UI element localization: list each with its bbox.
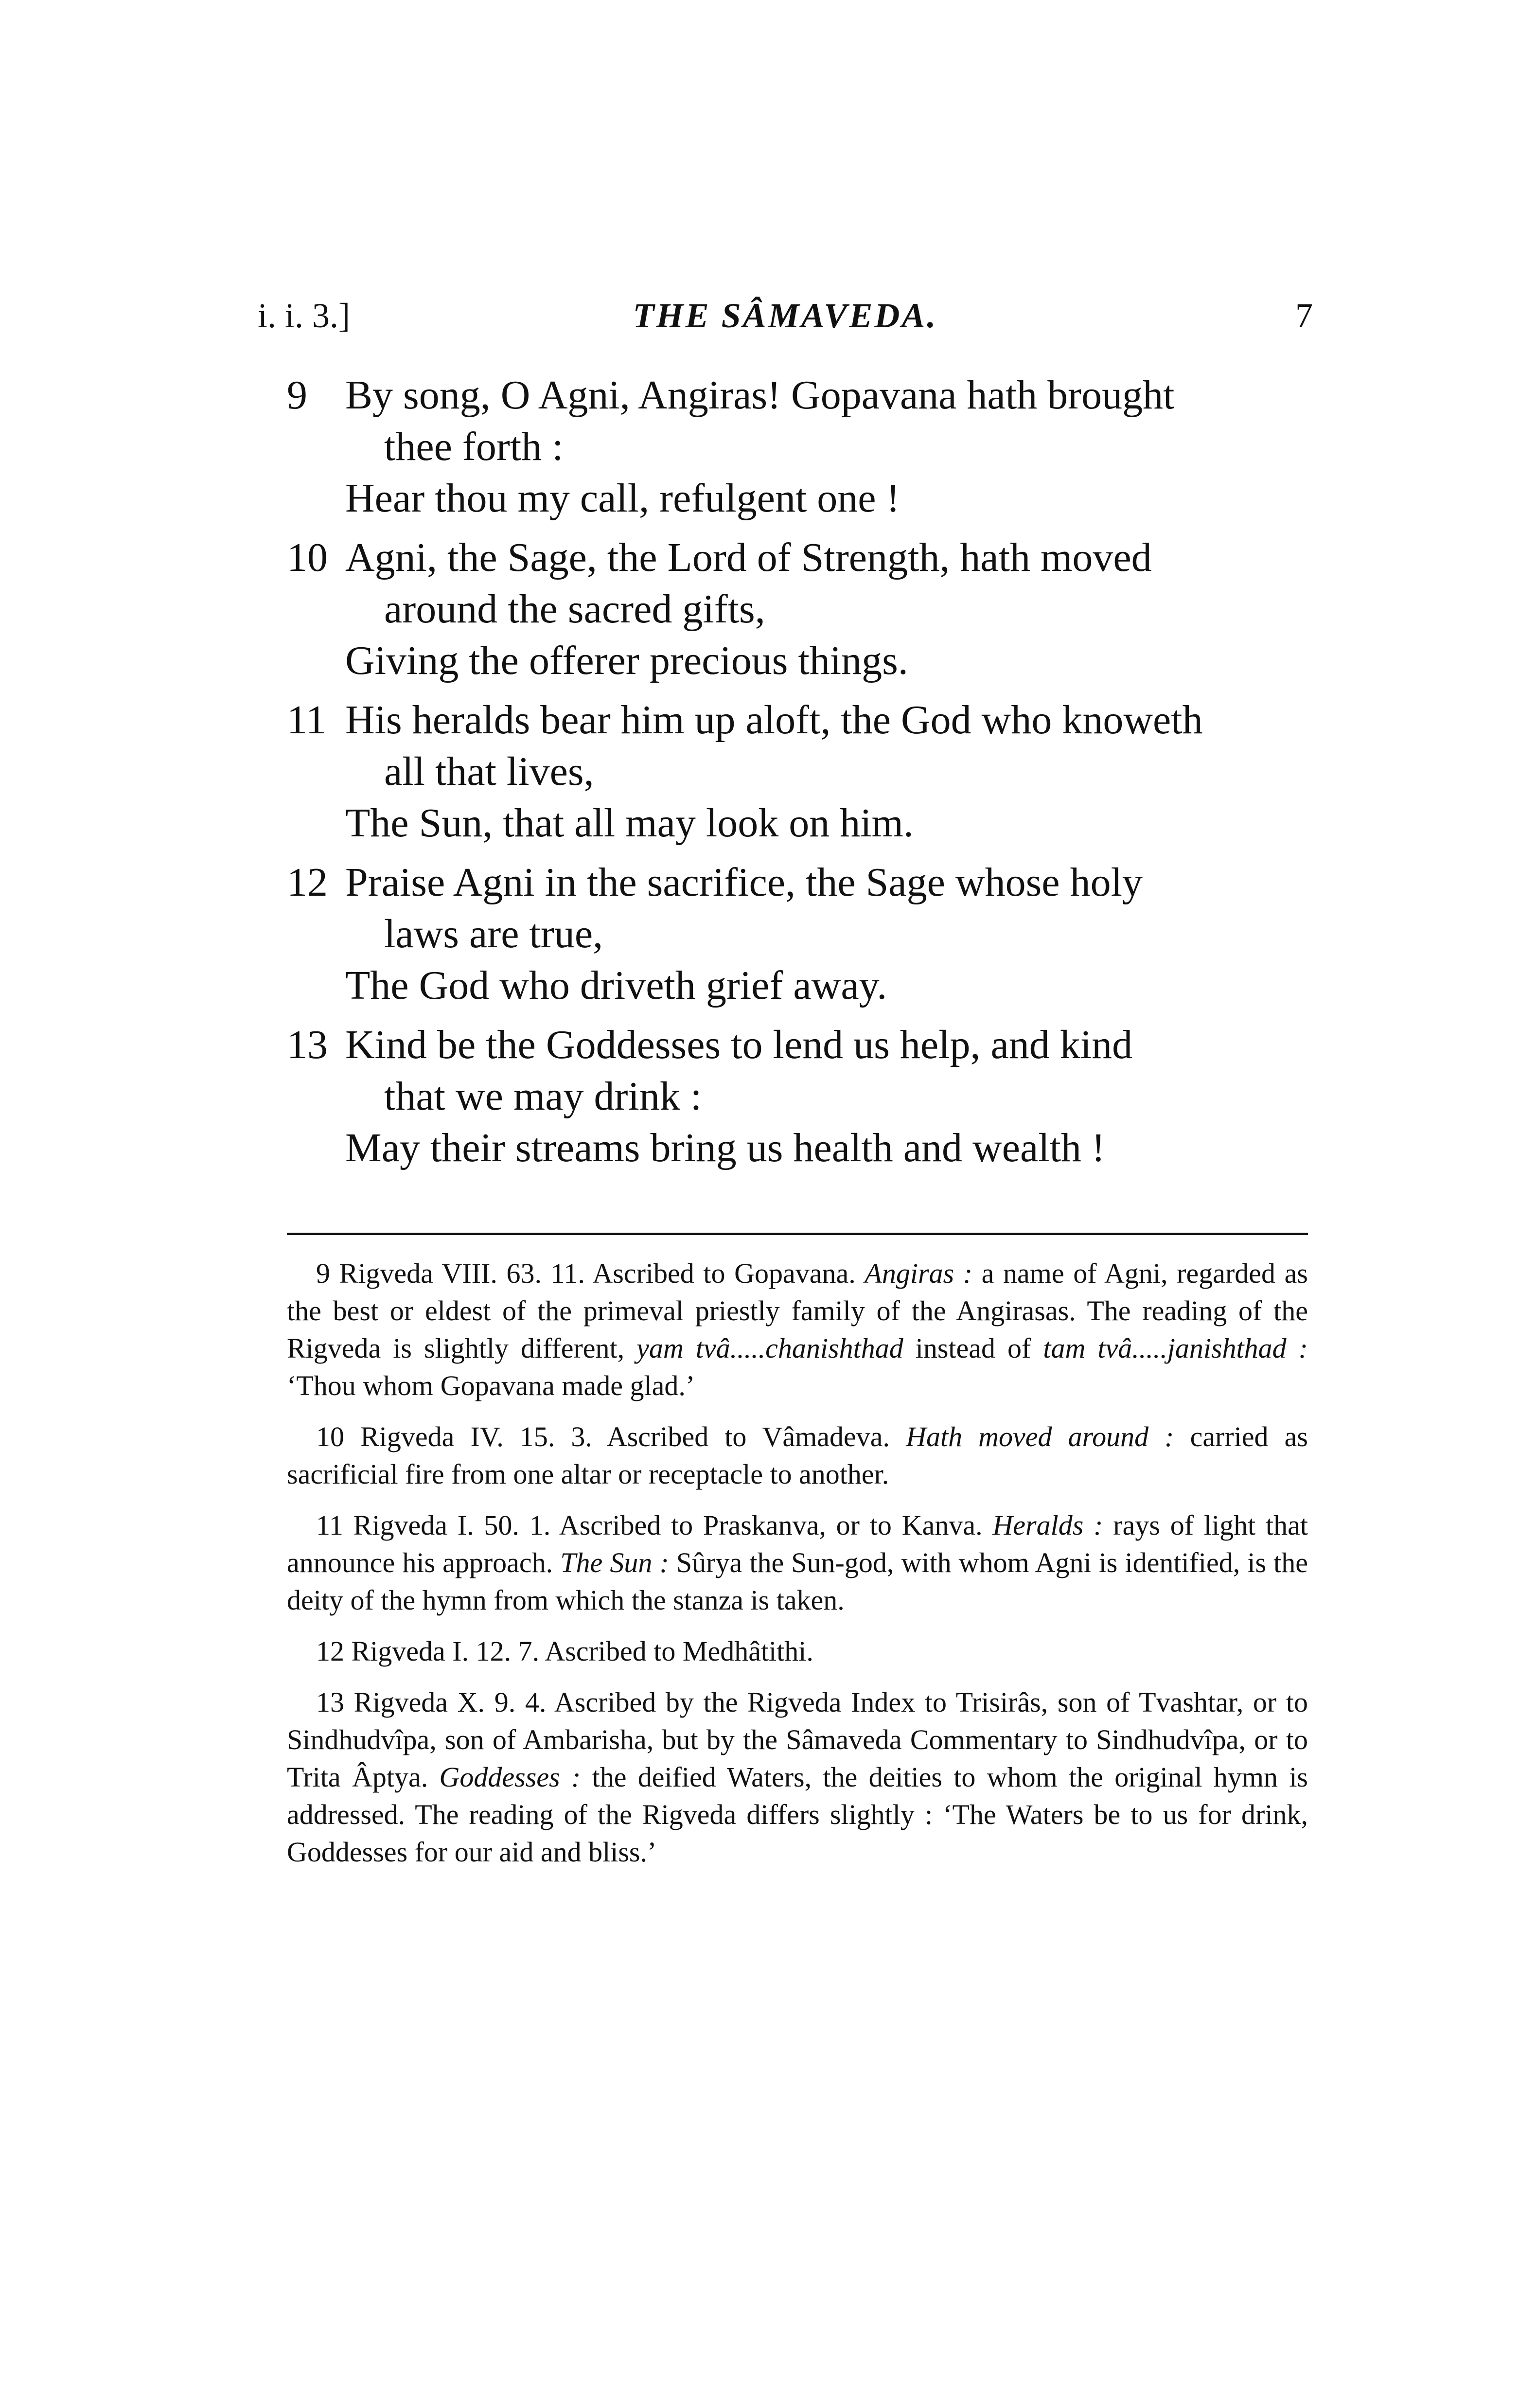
verse-line: Giving the offerer precious things. [345, 638, 908, 683]
verse-line: Agni, the Sage, the Lord of Strength, hath moved [345, 535, 1152, 580]
footnote-italic-text: tam tvâ.....janishthad : [1043, 1332, 1308, 1364]
verse-number: 9 [287, 372, 307, 418]
verse-line: around the sacred gifts, [384, 586, 765, 632]
footnote-italic-text: yam tvâ.....chanishthad [636, 1332, 903, 1364]
footnote-text: carried as sacrificial fire from one altar or receptacle to another. [287, 1421, 1308, 1490]
footnote-text: 13 Rigveda X. 9. 4. Ascribed by the Rigveda Index to Trisirâs, son of Tvashtar, or to Sindhudvîpa, son of Ambarisha, but by the Sâmaveda Commentary to Sindhudvîpa, or to Trita Âptya. [287, 1686, 1308, 1793]
verse-line: laws are true, [384, 911, 603, 956]
verse-line: Hear thou my call, refulgent one ! [345, 476, 900, 521]
verse-line: The Sun, that all may look on him. [345, 800, 914, 846]
verse-line: thee forth : [384, 424, 564, 469]
verse-block [287, 370, 1308, 1182]
verse-line: all that lives, [384, 749, 594, 794]
page-number: 7 [1295, 296, 1313, 335]
page-title: THE SÂMAVEDA. [633, 296, 938, 335]
verse-line: His heralds bear him up aloft, the God who knoweth [345, 697, 1203, 743]
footnote-italic-text: Goddesses : [439, 1761, 581, 1793]
verse [287, 857, 1308, 1011]
verse-number: 11 [287, 697, 326, 743]
footnote-text: ‘Thou whom Gopavana made glad.’ [287, 1370, 695, 1401]
footnote-text: Sûrya the Sun-god, with whom Agni is identified, is the deity of the hymn from which the stanza is taken. [287, 1547, 1308, 1616]
footnote-text: 10 Rigveda IV. 15. 3. Ascribed to Vâmadeva. [316, 1421, 906, 1452]
verse-line: Praise Agni in the sacrifice, the Sage whose holy [345, 860, 1143, 905]
footnote-text: rays of light that announce his approach. [287, 1509, 1308, 1578]
footnote-text: 11 Rigveda I. 50. 1. Ascribed to Praskanva, or to Kanva. [316, 1509, 993, 1541]
running-header [258, 296, 1313, 349]
verse-number: 10 [287, 535, 328, 580]
verse-line: The God who driveth grief away. [345, 963, 887, 1008]
verse-line: that we may drink : [384, 1074, 702, 1119]
footnote-divider [287, 1233, 1308, 1235]
verse-line: May their streams bring us health and wealth ! [345, 1125, 1105, 1170]
footnote-text: the deified Waters, the deities to whom the original hymn is addressed. The reading of the Rigveda differs slightly : ‘The Waters be to us for drink, Goddesses for our aid and bliss.’ [287, 1761, 1308, 1868]
footnote-text: instead of [903, 1332, 1043, 1364]
footnote-italic-text: The Sun : [560, 1547, 669, 1578]
verse-number: 12 [287, 860, 328, 905]
footnote-italic-text: Hath moved around : [906, 1421, 1174, 1452]
verse [287, 370, 1308, 524]
verse [287, 532, 1308, 687]
footnote-italic-text: Angiras : [865, 1257, 973, 1289]
footnote-text: 12 Rigveda I. 12. 7. Ascribed to Medhâtithi. [316, 1635, 813, 1667]
footnote [287, 1255, 1308, 1404]
verse [287, 694, 1308, 849]
verse [287, 1019, 1308, 1174]
verse-number: 13 [287, 1022, 328, 1067]
footnotes [287, 1255, 1308, 1884]
section-reference: i. i. 3.] [258, 296, 350, 335]
footnote-text: 9 Rigveda VIII. 63. 11. Ascribed to Gopavana. [316, 1257, 865, 1289]
footnote [287, 1506, 1308, 1619]
verse-line: Kind be the Goddesses to lend us help, and kind [345, 1022, 1133, 1067]
footnote-text: a name of Agni, regarded as the best or eldest of the primeval priestly family of the Angirasas. The reading of the Rigveda is slightly different, [287, 1257, 1308, 1364]
footnote [287, 1683, 1308, 1871]
verse-line: By song, O Agni, Angiras! Gopavana hath brought [345, 372, 1175, 418]
footnote [287, 1418, 1308, 1493]
footnote [287, 1632, 1308, 1670]
footnote-italic-text: Heralds : [992, 1509, 1103, 1541]
